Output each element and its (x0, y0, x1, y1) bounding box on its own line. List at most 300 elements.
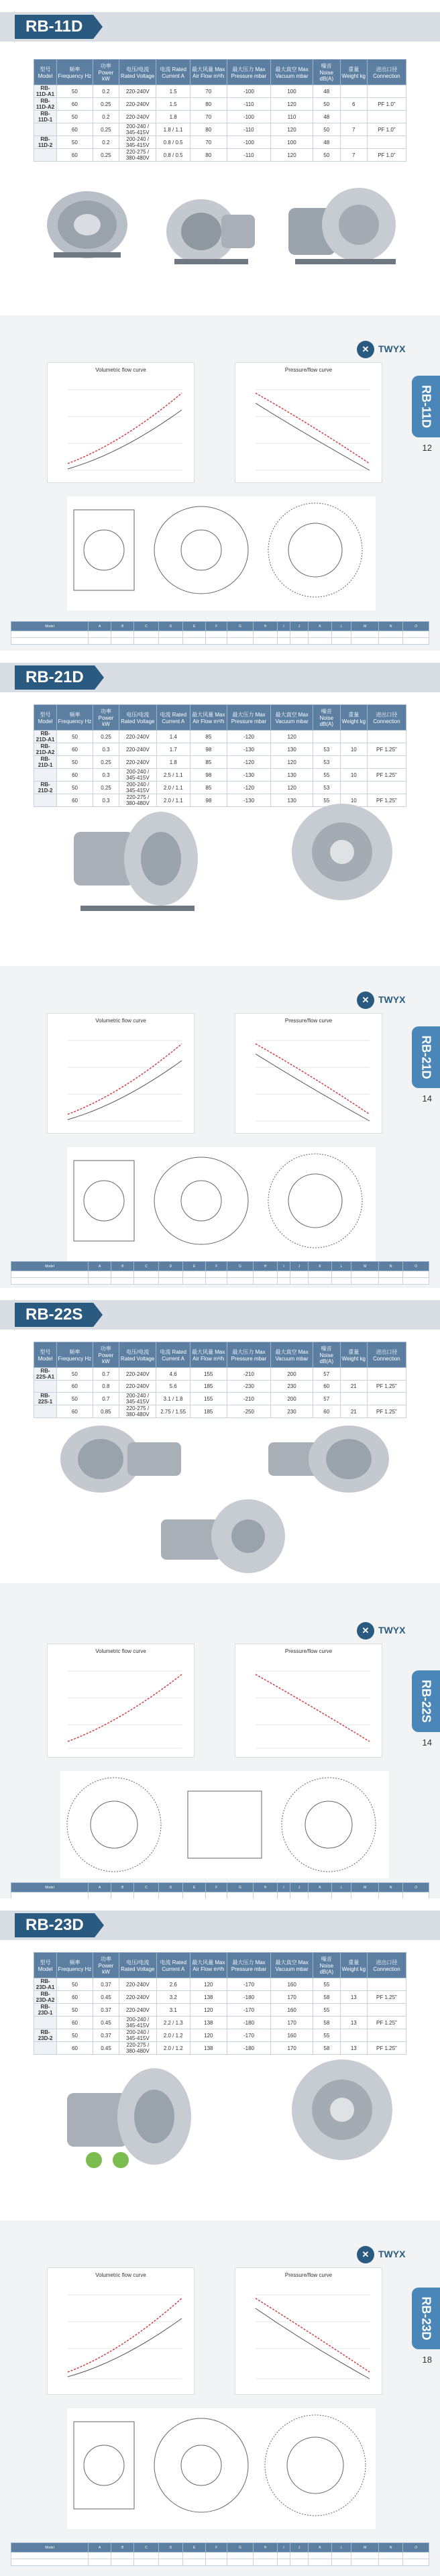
spec-cell-v: 200-240 / 345-415V (119, 2029, 156, 2042)
spec-header-cell: 最大真空 Max Vacuum mbar (271, 60, 313, 85)
spec-cell-hz: 60 (57, 794, 93, 807)
spec-header-cell: 最大真空 Max Vacuum mbar (271, 1342, 313, 1368)
volume-chart (47, 362, 195, 483)
spec-cell-conn (367, 2029, 406, 2042)
spec-cell-v: 220-240V (119, 743, 156, 756)
spec-cell-conn: PF 1.25" (367, 1405, 406, 1418)
spec-cell-v: 200-240 / 345-415V (119, 769, 156, 782)
table-row (34, 1368, 406, 1381)
spec-header-cell: 频率 Frequency Hz (57, 705, 93, 731)
spec-header-cell: 重量 Weight kg (340, 1342, 367, 1368)
spec-cell-flow: 185 (190, 1381, 227, 1393)
section-title-band (0, 1911, 440, 1940)
spec-cell-a: 2.0 / 1.2 (156, 2042, 190, 2055)
spec-cell-w (340, 2029, 367, 2042)
spec-cell-flow: 70 (190, 136, 227, 149)
spec-header-cell: 噪音 Noise dB(A) (313, 705, 340, 731)
spec-cell-model: RB-11D-1 (34, 111, 57, 123)
spec-cell-model: RB-23D-2 (34, 2029, 57, 2042)
chart-title: Pressure/flow curve (284, 367, 333, 373)
spec-cell-v: 220-240V (119, 1381, 156, 1393)
spec-cell-a: 1.5 (156, 85, 190, 98)
spec-cell-w: 7 (340, 149, 367, 162)
spec-cell-conn: PF 1.25" (367, 769, 406, 782)
spec-cell-flow: 155 (190, 1368, 227, 1381)
spec-cell-noise: 48 (313, 111, 340, 123)
spec-cell-conn (367, 756, 406, 769)
spec-cell-w (340, 85, 367, 98)
spec-cell-vac: 120 (271, 782, 313, 794)
dimension-drawing (67, 2408, 376, 2529)
spec-cell-vac: 200 (271, 1393, 313, 1405)
spec-cell-vac: 120 (271, 123, 313, 136)
spec-header-cell: 频率 Frequency Hz (56, 60, 93, 85)
page-number: 18 (422, 2355, 432, 2365)
brand-name: TWYX (378, 343, 406, 354)
spec-cell-vac: 130 (271, 794, 313, 807)
spec-cell-v: 220-240V (119, 111, 156, 123)
spec-cell-a: 1.8 (156, 756, 190, 769)
spec-cell-noise: 58 (313, 2042, 340, 2055)
spec-cell-w: 21 (340, 1405, 367, 1418)
section-rb-22s (0, 1288, 440, 1583)
spec-cell-w: 13 (340, 2017, 367, 2029)
spec-cell-press: -130 (227, 769, 271, 782)
spec-cell-hz: 60 (56, 123, 93, 136)
table-row (34, 2017, 406, 2029)
spec-cell-flow: 138 (190, 1991, 227, 2004)
side-tab-label: RB-22S (419, 1679, 433, 1723)
spec-cell-flow: 70 (190, 111, 227, 123)
spec-cell-w: 13 (340, 2042, 367, 2055)
spec-cell-vac: 230 (271, 1405, 313, 1418)
spec-header-row (34, 1953, 406, 1978)
spec-cell-conn (367, 1368, 406, 1381)
spec-cell-hz: 50 (57, 2029, 93, 2042)
spec-cell-conn (367, 731, 406, 743)
spec-cell-w (340, 1368, 367, 1381)
table-row (34, 98, 406, 111)
spec-cell-model: RB-23D-A2 (34, 1991, 57, 2004)
spec-cell-vac: 170 (271, 1991, 313, 2004)
dimension-table: Model A B C D E F G H I J K L M N O (11, 2542, 429, 2566)
spec-cell-model: RB-21D-A1 (34, 731, 57, 743)
spec-cell-kw: 0.45 (93, 2017, 119, 2029)
spec-cell-kw: 0.2 (93, 136, 119, 149)
spec-cell-model (34, 2017, 57, 2029)
table-row (34, 1978, 406, 1991)
spec-cell-noise: 57 (313, 1368, 340, 1381)
spec-cell-kw: 0.7 (93, 1393, 119, 1405)
spec-cell-w (340, 1393, 367, 1405)
spec-cell-press: -180 (227, 2017, 271, 2029)
spec-cell-hz: 60 (57, 743, 93, 756)
table-row (34, 1405, 406, 1418)
spec-cell-press: -110 (227, 123, 271, 136)
table-row (34, 123, 406, 136)
pressure-chart (235, 1013, 382, 1134)
volume-chart (47, 1644, 195, 1758)
blower-photo (60, 2059, 195, 2174)
spec-header-cell: 型号 Model (34, 705, 57, 731)
table-row (34, 111, 406, 123)
spec-cell-flow: 120 (190, 1978, 227, 1991)
spec-cell-model (34, 1381, 57, 1393)
volume-chart (47, 2267, 195, 2395)
volume-chart-plot (48, 1644, 195, 1758)
brand-logo (0, 341, 440, 358)
spec-cell-v: 220-240V (119, 1978, 156, 1991)
section-title-band (0, 663, 440, 692)
spec-cell-vac: 100 (271, 85, 313, 98)
pressure-chart-plot (235, 363, 383, 484)
side-tab (412, 2288, 440, 2349)
side-tab-label: RB-23D (419, 2296, 433, 2341)
spec-header-cell: 电压/电流 Rated Voltage (119, 1953, 156, 1978)
spec-cell-flow: 98 (190, 769, 227, 782)
spec-cell-w: 7 (340, 123, 367, 136)
spec-cell-noise: 60 (313, 1381, 340, 1393)
spec-header-cell: 最大压力 Max Pressure mbar (227, 1953, 271, 1978)
spec-cell-vac: 200 (271, 1368, 313, 1381)
pressure-chart-plot (235, 1644, 383, 1758)
spec-header-cell: 进出口径 Connection (367, 1953, 406, 1978)
spec-cell-hz: 50 (56, 85, 93, 98)
spec-cell-hz: 60 (56, 98, 93, 111)
spec-cell-hz: 50 (57, 2004, 93, 2017)
spec-cell-model: RB-21D-1 (34, 756, 57, 769)
spec-header-row (34, 60, 406, 85)
spec-cell-kw: 0.37 (93, 2004, 119, 2017)
spec-cell-conn (367, 1978, 406, 1991)
spec-cell-noise: 58 (313, 1991, 340, 2004)
section-rb-21d-curves (0, 966, 440, 1288)
spec-cell-a: 0.8 / 0.5 (156, 149, 190, 162)
chart-title: Volumetric flow curve (95, 367, 146, 373)
spec-cell-flow: 138 (190, 2017, 227, 2029)
dimension-table: Model A B C D E F G H I J K L M N O (11, 1261, 429, 1285)
pressure-chart (235, 2267, 382, 2395)
spec-cell-v: 220-240V (119, 731, 156, 743)
spec-header-cell: 最大压力 Max Pressure mbar (227, 705, 271, 731)
spec-cell-press: -180 (227, 2042, 271, 2055)
brand-logo (0, 991, 440, 1009)
section-rb-23d-curves (0, 2220, 440, 2576)
spec-header-cell: 进出口径 Connection (367, 60, 406, 85)
spec-cell-hz: 60 (57, 2017, 93, 2029)
spec-cell-v: 220-240V (119, 1991, 156, 2004)
spec-cell-press: -230 (227, 1381, 271, 1393)
spec-cell-conn: PF 1.25" (367, 1381, 406, 1393)
spec-cell-v: 220-240V (119, 1368, 156, 1381)
spec-cell-v: 220-275 / 380-480V (119, 2042, 156, 2055)
volume-chart-plot (48, 2268, 195, 2396)
spec-cell-a: 0.8 / 0.5 (156, 136, 190, 149)
section-title: RB-22S (15, 1303, 93, 1327)
blower-photo (262, 1422, 396, 1496)
spec-cell-flow: 85 (190, 782, 227, 794)
spec-cell-a: 2.5 / 1.1 (156, 769, 190, 782)
table-row (34, 1393, 406, 1405)
spec-cell-conn: PF 1.0" (367, 149, 406, 162)
spec-cell-a: 2.75 / 1.55 (156, 1405, 190, 1418)
spec-cell-conn: PF 1.25" (367, 794, 406, 807)
table-row (34, 782, 406, 794)
spec-cell-kw: 0.45 (93, 2042, 119, 2055)
spec-cell-conn: PF 1.25" (367, 743, 406, 756)
dimension-table: Model A B C D E F G H I J K L M N O (11, 621, 429, 645)
spec-cell-a: 3.1 / 1.8 (156, 1393, 190, 1405)
spec-cell-vac: 120 (271, 731, 313, 743)
spec-cell-kw: 0.25 (93, 123, 119, 136)
spec-cell-model (34, 149, 57, 162)
spec-cell-press: -110 (227, 149, 271, 162)
spec-header-cell: 电压/电流 Rated Voltage (119, 60, 156, 85)
spec-cell-vac: 160 (271, 1978, 313, 1991)
spec-cell-vac: 100 (271, 136, 313, 149)
spec-cell-model (34, 123, 57, 136)
spec-cell-conn: PF 1.25" (367, 2042, 406, 2055)
spec-cell-press: -170 (227, 2004, 271, 2017)
spec-cell-flow: 80 (190, 123, 227, 136)
spec-header-cell: 电压/电流 Rated Voltage (119, 1342, 156, 1368)
spec-cell-model (34, 794, 57, 807)
spec-header-cell: 最大压力 Max Pressure mbar (227, 60, 271, 85)
spec-cell-kw: 0.37 (93, 2029, 119, 2042)
brand-name: TWYX (378, 1625, 406, 1635)
spec-cell-model: RB-11D-A2 (34, 98, 57, 111)
spec-cell-press: -120 (227, 731, 271, 743)
spec-cell-kw: 0.3 (93, 743, 119, 756)
spec-cell-noise: 55 (313, 2004, 340, 2017)
spec-header-cell: 电流 Rated Current A (156, 1953, 190, 1978)
spec-cell-kw: 0.3 (93, 769, 119, 782)
spec-header-cell: 频率 Frequency Hz (57, 1953, 93, 1978)
side-tab (412, 1670, 440, 1732)
spec-cell-conn: PF 1.0" (367, 98, 406, 111)
chart-title: Volumetric flow curve (95, 1648, 146, 1654)
spec-cell-conn (367, 782, 406, 794)
spec-cell-hz: 60 (56, 1405, 93, 1418)
spec-cell-w (340, 782, 367, 794)
spec-cell-press: -210 (227, 1393, 271, 1405)
section-rb-11d-curves (0, 315, 440, 651)
brand-name: TWYX (378, 994, 406, 1005)
spec-cell-model: RB-23D-1 (34, 2004, 57, 2017)
spec-cell-model: RB-21D-2 (34, 782, 57, 794)
spec-cell-kw: 0.8 (93, 1381, 119, 1393)
spec-cell-conn (367, 2004, 406, 2017)
spec-cell-noise: 53 (313, 743, 340, 756)
spec-header-cell: 最大风量 Max Air Flow m³/h (190, 1953, 227, 1978)
spec-cell-vac: 170 (271, 2042, 313, 2055)
brand-name: TWYX (378, 2249, 406, 2259)
section-title: RB-11D (15, 15, 93, 39)
spec-cell-hz: 60 (57, 1991, 93, 2004)
table-row (34, 149, 406, 162)
section-title: RB-23D (15, 1913, 95, 1937)
blower-photo (282, 2053, 402, 2167)
blower-photo (40, 188, 134, 262)
table-row (34, 1991, 406, 2004)
spec-cell-a: 2.0 / 1.1 (156, 782, 190, 794)
spec-cell-kw: 0.25 (93, 782, 119, 794)
spec-cell-a: 1.8 (156, 111, 190, 123)
spec-header-cell: 电压/电流 Rated Voltage (119, 705, 156, 731)
spec-cell-hz: 50 (56, 111, 93, 123)
brand-mark-icon: ✕ (357, 2246, 374, 2263)
spec-cell-w: 10 (340, 769, 367, 782)
spec-header-cell: 电流 Rated Current A (156, 1342, 190, 1368)
spec-cell-v: 220-240V (119, 2004, 156, 2017)
volume-chart (47, 1013, 195, 1134)
spec-cell-conn: PF 1.0" (367, 123, 406, 136)
spec-cell-noise: 53 (313, 756, 340, 769)
section-rb-23d (0, 1898, 440, 2220)
spec-cell-v: 200-240 / 345-415V (119, 136, 156, 149)
spec-cell-v: 220-275 / 380-480V (119, 794, 156, 807)
spec-cell-noise: 55 (313, 1978, 340, 1991)
spec-cell-flow: 85 (190, 731, 227, 743)
spec-cell-flow: 80 (190, 149, 227, 162)
spec-cell-flow: 120 (190, 2029, 227, 2042)
spec-cell-vac: 120 (271, 149, 313, 162)
spec-cell-w (340, 2004, 367, 2017)
spec-cell-w (340, 756, 367, 769)
spec-cell-noise: 50 (313, 98, 340, 111)
spec-cell-v: 220-240V (119, 756, 156, 769)
spec-cell-noise: 48 (313, 85, 340, 98)
spec-cell-vac: 120 (271, 98, 313, 111)
table-row (34, 743, 406, 756)
brand-logo (0, 2246, 440, 2263)
spec-header-cell: 功率 Power kW (93, 705, 119, 731)
table-row (34, 731, 406, 743)
spec-cell-hz: 60 (56, 149, 93, 162)
spec-cell-w: 6 (340, 98, 367, 111)
page-number: 14 (422, 1093, 432, 1104)
spec-table (34, 704, 406, 807)
spec-cell-kw: 0.2 (93, 85, 119, 98)
spec-cell-flow: 138 (190, 2042, 227, 2055)
spec-cell-hz: 60 (56, 1381, 93, 1393)
spec-header-cell: 电流 Rated Current A (156, 60, 190, 85)
spec-cell-a: 2.0 / 1.1 (156, 794, 190, 807)
spec-header-cell: 噪音 Noise dB(A) (313, 1953, 340, 1978)
spec-cell-v: 200-240 / 345-415V (119, 782, 156, 794)
spec-cell-noise: 48 (313, 136, 340, 149)
spec-cell-vac: 120 (271, 756, 313, 769)
spec-cell-model: RB-22S-A1 (34, 1368, 57, 1381)
spec-cell-hz: 50 (56, 1368, 93, 1381)
spec-cell-a: 2.0 / 1.2 (156, 2029, 190, 2042)
spec-cell-model: RB-23D-A1 (34, 1978, 57, 1991)
spec-cell-w: 10 (340, 794, 367, 807)
spec-header-cell: 型号 Model (34, 60, 57, 85)
spec-header-cell: 功率 Power kW (93, 1342, 119, 1368)
table-row (34, 2029, 406, 2042)
spec-header-cell: 功率 Power kW (93, 1953, 119, 1978)
spec-header-cell: 最大压力 Max Pressure mbar (227, 1342, 271, 1368)
spec-cell-noise (313, 731, 340, 743)
spec-header-cell: 噪音 Noise dB(A) (313, 1342, 340, 1368)
spec-cell-model: RB-22S-1 (34, 1393, 57, 1405)
spec-cell-conn (367, 111, 406, 123)
spec-cell-a: 2.2 / 1.3 (156, 2017, 190, 2029)
spec-cell-v: 220-240V (119, 98, 156, 111)
spec-cell-conn: PF 1.25" (367, 2017, 406, 2029)
blower-photo (67, 805, 201, 912)
spec-cell-v: 220-275 / 380-480V (119, 149, 156, 162)
spec-header-cell: 最大风量 Max Air Flow m³/h (190, 1342, 227, 1368)
spec-cell-model (34, 769, 57, 782)
spec-cell-hz: 50 (57, 756, 93, 769)
side-tab (412, 1026, 440, 1088)
section-rb-11d (0, 0, 440, 315)
dimension-drawing (67, 496, 376, 610)
spec-header-cell: 进出口径 Connection (367, 705, 406, 731)
table-row (34, 769, 406, 782)
spec-cell-a: 1.8 / 1.1 (156, 123, 190, 136)
spec-cell-press: -210 (227, 1368, 271, 1381)
spec-cell-a: 1.7 (156, 743, 190, 756)
table-row (34, 136, 406, 149)
spec-cell-hz: 50 (57, 731, 93, 743)
chart-title: Volumetric flow curve (95, 1018, 146, 1024)
spec-cell-conn (367, 136, 406, 149)
side-tab (412, 376, 440, 437)
spec-cell-noise: 55 (313, 794, 340, 807)
chart-title: Pressure/flow curve (284, 1648, 333, 1654)
spec-cell-vac: 130 (271, 769, 313, 782)
spec-cell-hz: 50 (56, 1393, 93, 1405)
spec-cell-a: 5.6 (156, 1381, 190, 1393)
spec-cell-a: 3.2 (156, 1991, 190, 2004)
spec-cell-flow: 120 (190, 2004, 227, 2017)
spec-cell-flow: 85 (190, 756, 227, 769)
spec-cell-v: 220-275 / 380-480V (119, 1405, 156, 1418)
spec-header-cell: 型号 Model (34, 1342, 57, 1368)
brand-mark-icon: ✕ (357, 991, 374, 1009)
spec-header-cell: 重量 Weight kg (340, 60, 367, 85)
spec-cell-a: 2.6 (156, 1978, 190, 1991)
spec-cell-kw: 0.2 (93, 111, 119, 123)
spec-cell-w: 21 (340, 1381, 367, 1393)
spec-cell-flow: 80 (190, 98, 227, 111)
volume-chart-plot (48, 1014, 195, 1134)
spec-cell-v: 220-240V (119, 85, 156, 98)
pressure-chart-plot (235, 2268, 383, 2396)
section-rb-22s-curves (0, 1583, 440, 1898)
brand-mark-icon: ✕ (357, 1622, 374, 1640)
spec-cell-conn (367, 1393, 406, 1405)
table-row (34, 85, 406, 98)
spec-header-cell: 重量 Weight kg (340, 705, 367, 731)
blower-photo (282, 798, 402, 906)
spec-cell-press: -120 (227, 756, 271, 769)
spec-cell-press: -100 (227, 85, 271, 98)
table-row (34, 756, 406, 769)
pressure-chart (235, 1644, 382, 1758)
spec-cell-w: 10 (340, 743, 367, 756)
spec-table (34, 1952, 406, 2055)
spec-cell-w (340, 136, 367, 149)
blower-photo (54, 1422, 188, 1496)
spec-cell-a: 1.5 (156, 98, 190, 111)
side-tab-label: RB-11D (419, 384, 433, 429)
spec-cell-press: -130 (227, 794, 271, 807)
page-number: 14 (422, 1737, 432, 1748)
